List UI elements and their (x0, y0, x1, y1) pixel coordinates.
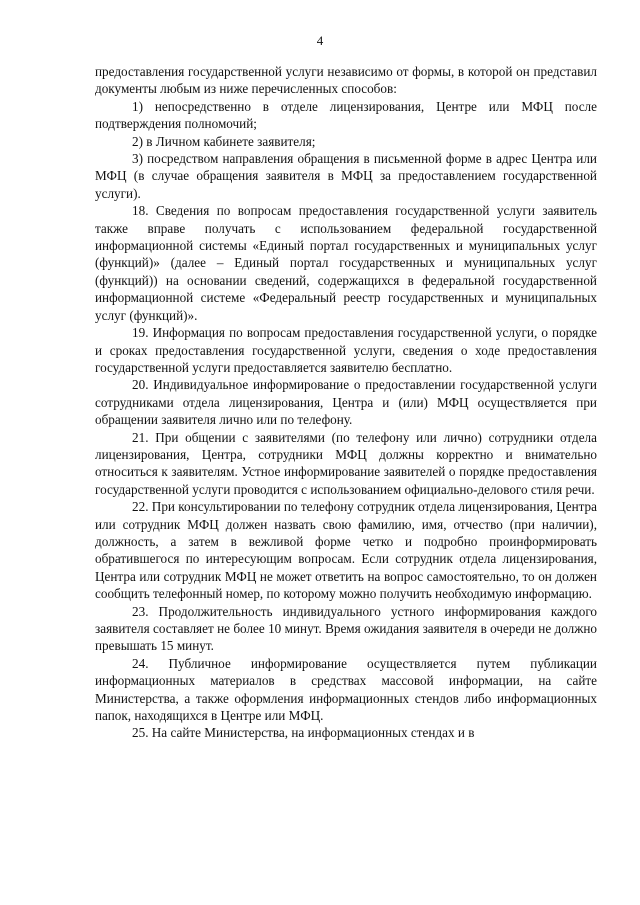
paragraph-22: 22. При консультировании по телефону сотрудник отдела лицензирования, Центра или сотрудник МФЦ должен назвать свою фамилию, имя, отчество (при наличии), должность, а затем в вежливой форме четко и подробно проинформировать обратившегося по интересующим вопросам. Если сотрудник отдела лицензирования, Центра или сотрудник МФЦ не может ответить на вопрос самостоятельно, то он должен сообщить телефонный номер, по которому можно получить необходимую информацию. (95, 499, 597, 602)
paragraph-19: 19. Информация по вопросам предоставления государственной услуги, о порядке и сроках предоставления государственной услуги, сведения о ходе предоставления государственной услуги предоставляется заявителю бесплатно. (95, 325, 597, 375)
paragraph-21: 21. При общении с заявителями (по телефону или лично) сотрудники отдела лицензирования, Центра, сотрудники МФЦ должны корректно и внимательно относиться к заявителям. Устное информирование заявителей о порядке предоставления государственной услуги проводится с использованием официально-делового стиля речи. (95, 429, 597, 497)
paragraph-20: 20. Индивидуальное информирование о предоставлении государственной услуги сотрудниками отдела лицензирования, Центра и (или) МФЦ осуществляется при обращении заявителя лично или по телефону. (95, 377, 597, 428)
page-number: 4 (316, 33, 324, 48)
list-item-3: 3) посредством направления обращения в письменной форме в адрес Центра или МФЦ (в случае обращения заявителя в МФЦ за предоставлением государственной услуги). (95, 151, 597, 201)
list-item-1: 1) непосредственно в отделе лицензирования, Центре или МФЦ после подтверждения полномочий; (95, 98, 597, 132)
paragraph-continuation: предоставления государственной услуги независимо от формы, в которой он представил документы любым из ниже перечисленных способов: (95, 64, 597, 97)
list-item-2: 2) в Личном кабинете заявителя; (132, 133, 316, 149)
paragraph-25: 25. На сайте Министерства, на информационных стендах и в (132, 725, 475, 741)
paragraph-24: 24. Публичное информирование осуществляется путем публикации информационных материалов в средствах массовой информации, на сайте Министерства, а также оформления информационных стендов либо информационных папок, находящихся в Центре или МФЦ. (95, 655, 597, 724)
paragraph-23: 23. Продолжительность индивидуального устного информирования каждого заявителя составляет не более 10 минут. Время ожидания заявителя в очереди не должно превышать 15 минут. (95, 603, 597, 654)
paragraph-18: 18. Сведения по вопросам предоставления государственной услуги заявитель также вправе получать с использованием федеральной государственной информационной системы «Единый портал государственных и муниципальных услуг (функций)» (далее – Единый портал государственных и муниципальных услуг (функций)) на основании сведений, содержащихся в федеральной государственной информационной системе «Федеральный реестр государственных и муниципальных услуг (функций)». (95, 203, 597, 323)
body-text (95, 63, 597, 742)
